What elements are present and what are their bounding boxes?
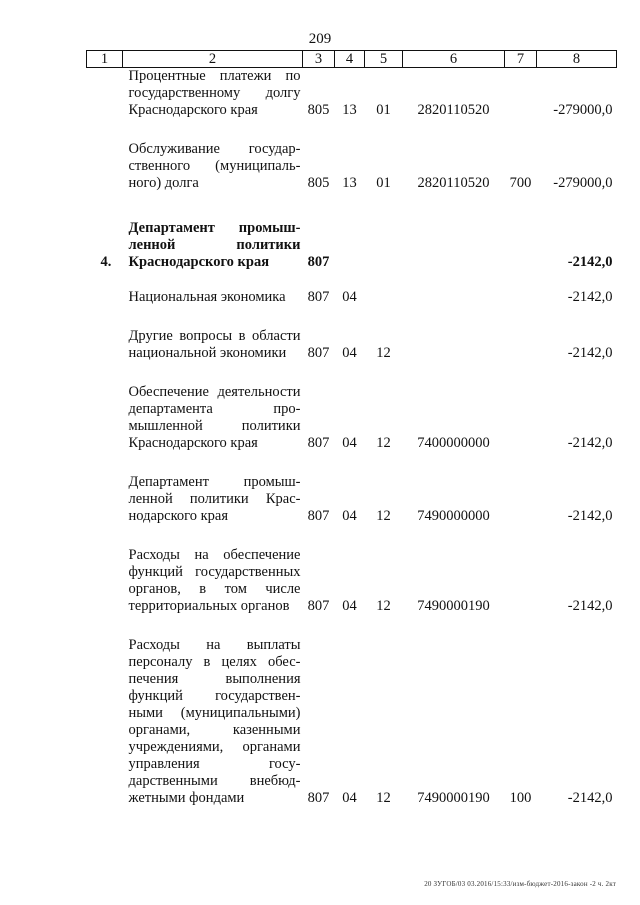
code-target: 7490000000	[417, 508, 490, 524]
row-number	[87, 119, 123, 192]
amount: -279000,0	[553, 102, 613, 118]
table-row	[87, 525, 617, 615]
code-section: 04	[342, 790, 357, 806]
code-subsection	[365, 192, 403, 271]
column-header: 8	[537, 51, 617, 68]
code-subsection: 12	[376, 598, 391, 614]
row-number	[87, 306, 123, 362]
code-target	[403, 192, 505, 271]
code-expense-type	[505, 68, 537, 120]
code-ministry: 807	[307, 345, 330, 361]
code-expense-type	[505, 192, 537, 271]
amount: -2142,0	[567, 508, 613, 524]
row-number	[87, 615, 123, 807]
amount: -279000,0	[553, 175, 613, 191]
row-number: 4.	[100, 254, 112, 270]
page-number: 209	[308, 31, 332, 47]
column-header: 5	[365, 51, 403, 68]
code-subsection: 12	[376, 508, 391, 524]
code-subsection: 12	[376, 790, 391, 806]
code-expense-type: 700	[509, 175, 532, 191]
code-subsection: 01	[376, 102, 391, 118]
column-header: 1	[87, 51, 123, 68]
column-header: 2	[123, 51, 303, 68]
column-number-row	[87, 51, 617, 68]
table-row	[87, 306, 617, 362]
code-target: 2820110520	[417, 175, 490, 191]
code-section: 04	[342, 435, 357, 451]
row-name: Департамент промышленной политики Краснодарского края	[128, 474, 301, 524]
code-section: 04	[342, 508, 357, 524]
code-ministry: 807	[307, 598, 330, 614]
code-section: 13	[342, 102, 357, 118]
column-header: 7	[505, 51, 537, 68]
row-name: Расходы на обеспечение функций государственных органов, в том числе территориальных органов	[128, 547, 301, 614]
code-subsection	[365, 271, 403, 306]
code-expense-type	[505, 525, 537, 615]
table-row	[87, 362, 617, 452]
code-ministry: 807	[307, 289, 330, 305]
row-name: Национальная экономика	[128, 289, 286, 305]
row-number	[87, 271, 123, 306]
code-subsection: 12	[376, 435, 391, 451]
code-expense-type	[505, 271, 537, 306]
amount: -2142,0	[567, 254, 613, 270]
code-section	[335, 192, 365, 271]
amount: -2142,0	[567, 289, 613, 305]
amount: -2142,0	[567, 790, 613, 806]
code-target: 7490000190	[417, 598, 490, 614]
code-ministry: 807	[307, 254, 330, 270]
row-name: Другие вопросы в области национальной экономики	[128, 328, 301, 361]
code-expense-type	[505, 306, 537, 362]
table-row	[87, 452, 617, 525]
row-name: Процентные платежи по государственному долгу Краснодарского края	[128, 68, 301, 118]
row-number	[87, 452, 123, 525]
code-expense-type	[505, 362, 537, 452]
column-header: 4	[335, 51, 365, 68]
table-row	[87, 192, 617, 271]
row-number	[87, 525, 123, 615]
code-subsection: 01	[376, 175, 391, 191]
amount: -2142,0	[567, 435, 613, 451]
row-number	[87, 68, 123, 120]
code-section: 13	[342, 175, 357, 191]
row-name: Расходы на выплаты персоналу в целях обеспечения выполнения функций государственными (муниципальными) органами, казенными учреждениями, органами управления государственными внебюджетными фондами	[128, 637, 301, 806]
code-ministry: 807	[307, 508, 330, 524]
document-footer: 20 ЗУГОБ/03 03.2016/15:33/изм-бюджет-2016-закон -2 ч. 2кт	[424, 880, 616, 888]
table-row	[87, 68, 617, 120]
code-target	[403, 306, 505, 362]
column-header: 6	[403, 51, 505, 68]
budget-table	[86, 50, 617, 807]
table-row	[87, 615, 617, 807]
code-target: 7490000190	[417, 790, 490, 806]
code-target	[403, 271, 505, 306]
code-ministry: 807	[307, 435, 330, 451]
amount: -2142,0	[567, 598, 613, 614]
table-row	[87, 119, 617, 192]
code-target: 2820110520	[417, 102, 490, 118]
row-name: Обслуживание государственного (муниципального) долга	[128, 141, 301, 191]
code-target: 7400000000	[417, 435, 490, 451]
code-section: 04	[342, 289, 357, 305]
code-ministry: 805	[307, 175, 330, 191]
amount: -2142,0	[567, 345, 613, 361]
row-name: Департамент промышленной политики Краснодарского края	[128, 220, 301, 270]
code-expense-type: 100	[509, 790, 532, 806]
table-row	[87, 271, 617, 306]
row-number	[87, 362, 123, 452]
column-header: 3	[303, 51, 335, 68]
code-section: 04	[342, 345, 357, 361]
row-name: Обеспечение деятельности департамента промышленной политики Краснодарского края	[128, 384, 301, 451]
code-section: 04	[342, 598, 357, 614]
code-ministry: 807	[307, 790, 330, 806]
code-expense-type	[505, 452, 537, 525]
code-subsection: 12	[376, 345, 391, 361]
code-ministry: 805	[307, 102, 330, 118]
